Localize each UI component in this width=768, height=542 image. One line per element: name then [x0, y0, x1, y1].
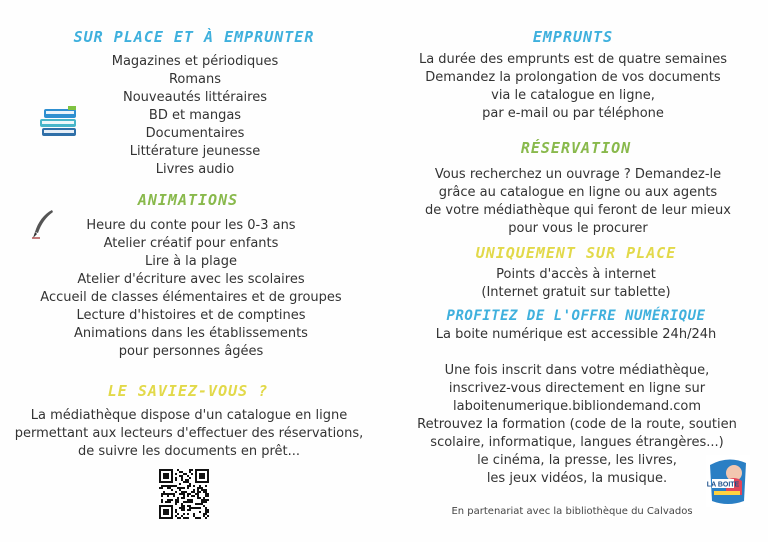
- list-item: Documentaires: [145, 126, 245, 141]
- text-line: de votre médiathèque qui feront de leur mieux: [425, 203, 731, 218]
- list-item: Heure du conte pour les 0-3 ans: [86, 218, 296, 233]
- partner-footer: En partenariat avec la bibliothèque du Calvados: [451, 506, 693, 517]
- text-line: inscrivez-vous directement en ligne sur: [448, 381, 706, 396]
- text-line: grâce au catalogue en ligne ou aux agents: [438, 185, 718, 200]
- reservation-heading: RÉSERVATION: [520, 139, 632, 157]
- list-item: Romans: [168, 72, 222, 87]
- text-line: Retrouvez la formation (code de la route, soutien: [417, 417, 737, 432]
- qr-code: [159, 469, 209, 519]
- list-item: Animations dans les établissements: [74, 326, 308, 341]
- animations-heading: ANIMATIONS: [137, 191, 239, 209]
- text-line: les jeux vidéos, la musique.: [486, 471, 668, 486]
- text-line: via le catalogue en ligne,: [491, 88, 655, 103]
- text-line: La médiathèque dispose d'un catalogue en ligne: [30, 408, 348, 423]
- list-item: Nouveautés littéraires: [123, 90, 267, 105]
- list-item: BD et mangas: [148, 108, 242, 123]
- text-line: par e-mail ou par téléphone: [482, 106, 664, 121]
- list-item: Lecture d'histoires et de comptines: [76, 308, 306, 323]
- sur-place-heading: SUR PLACE ET À EMPRUNTER: [73, 28, 315, 46]
- saviez-vous-text: [0, 407, 378, 461]
- text-line: Demandez la prolongation de vos documents: [425, 70, 721, 85]
- uniquement-text: [384, 266, 768, 302]
- text-line: Points d'accès à internet: [496, 267, 656, 282]
- logo-label: LA BOITE: [706, 481, 740, 489]
- animations-list: [0, 217, 382, 361]
- numerique-intro: La boite numérique est accessible 24h/24h: [435, 327, 717, 342]
- text-line: laboitenumerique.bibliondemand.com: [452, 399, 701, 414]
- text-line: La durée des emprunts est de quatre semaines: [418, 52, 728, 67]
- text-line: (Internet gratuit sur tablette): [481, 285, 671, 300]
- list-item: Accueil de classes élémentaires et de groupes: [40, 290, 342, 305]
- text-line: pour vous le procurer: [508, 221, 648, 236]
- saviez-vous-heading: LE SAVIEZ-VOUS ?: [107, 382, 269, 400]
- list-item: Magazines et périodiques: [111, 54, 279, 69]
- right-column: [384, 0, 768, 542]
- text-line: permettant aux lecteurs d'effectuer des réservations,: [14, 426, 364, 441]
- numerique-heading: PROFITEZ DE L'OFFRE NUMÉRIQUE: [446, 308, 706, 324]
- text-line: scolaire, informatique, langues étrangères...): [430, 435, 724, 450]
- text-line: de suivre les documents en prêt...: [77, 444, 301, 459]
- text-line: le cinéma, la presse, les livres,: [477, 453, 677, 468]
- list-item: Atelier créatif pour enfants: [103, 236, 279, 251]
- list-item: Lire à la plage: [145, 254, 237, 269]
- books-stack-icon: [38, 104, 82, 144]
- text-line: Vous recherchez un ouvrage ? Demandez-le: [434, 167, 722, 182]
- list-item: pour personnes âgées: [118, 344, 264, 359]
- boite-numerique-logo: [706, 455, 750, 511]
- uniquement-heading: UNIQUEMENT SUR PLACE: [475, 244, 677, 262]
- reservation-text: [384, 166, 768, 238]
- emprunts-text: [384, 51, 762, 123]
- list-item: Livres audio: [155, 162, 235, 177]
- list-item: Atelier d'écriture avec les scolaires: [77, 272, 305, 287]
- list-item: Littérature jeunesse: [129, 144, 261, 159]
- text-line: Une fois inscrit dans votre médiathèque,: [444, 363, 710, 378]
- emprunts-heading: EMPRUNTS: [532, 28, 614, 46]
